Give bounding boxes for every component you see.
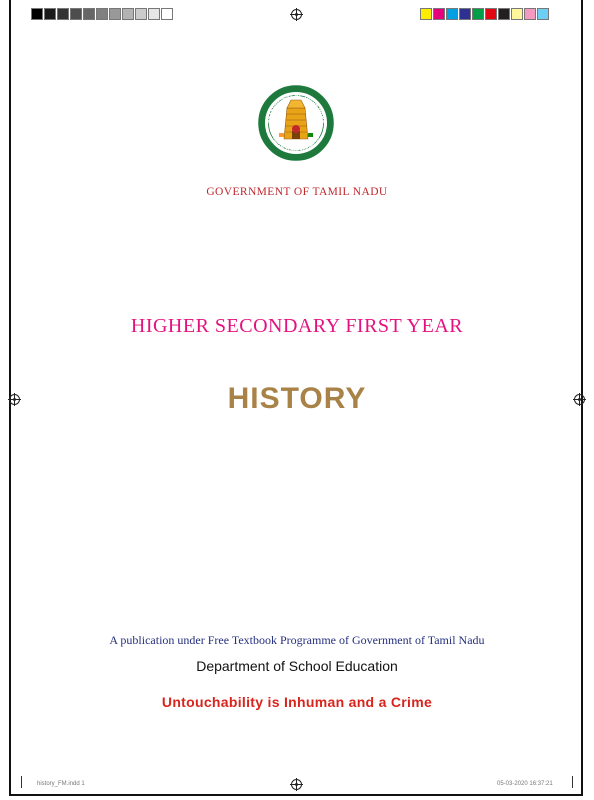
motto-text: Untouchability is Inhuman and a Crime xyxy=(161,694,433,710)
color-swatch-4 xyxy=(459,8,471,20)
crop-mark-bottom-right xyxy=(572,776,573,788)
registration-mark-top xyxy=(291,9,302,20)
gray-swatch-11 xyxy=(161,8,173,20)
color-swatch-5 xyxy=(472,8,484,20)
gray-swatch-5 xyxy=(83,8,95,20)
slug-timestamp: 05-03-2020 16:37:21 xyxy=(497,781,553,787)
color-swatch-9 xyxy=(524,8,536,20)
crop-mark-bottom-left xyxy=(21,776,22,788)
publication-note: A publication under Free Textbook Programme of Government of Tamil Nadu xyxy=(109,633,485,647)
flag-icon-left xyxy=(279,133,284,137)
slug-file-name: history_FM.indd 1 xyxy=(37,781,85,787)
color-swatch-3 xyxy=(446,8,458,20)
color-swatch-1 xyxy=(420,8,432,20)
lion-capital-icon xyxy=(292,125,300,133)
gray-swatch-10 xyxy=(148,8,160,20)
gray-swatch-1 xyxy=(31,8,43,20)
emblem-ring-text-top: GOVERNMENT OF TAMIL NADU xyxy=(264,91,328,124)
flag-icon-right xyxy=(308,133,313,137)
gray-swatch-7 xyxy=(109,8,121,20)
color-swatch-6 xyxy=(485,8,497,20)
gray-swatch-4 xyxy=(70,8,82,20)
class-level-title: HIGHER SECONDARY FIRST YEAR xyxy=(130,315,464,337)
color-swatch-10 xyxy=(537,8,549,20)
tamil-nadu-emblem xyxy=(257,84,335,162)
government-heading: GOVERNMENT OF TAMIL NADU xyxy=(206,186,388,198)
color-swatch-8 xyxy=(511,8,523,20)
color-swatch-2 xyxy=(433,8,445,20)
gray-swatch-6 xyxy=(96,8,108,20)
emblem-ring-text-bottom: TRUTH ALONE TRIUMPHS xyxy=(271,135,321,155)
subject-title: HISTORY xyxy=(227,382,367,415)
department-name: Department of School Education xyxy=(196,658,398,674)
gray-swatch-2 xyxy=(44,8,56,20)
grayscale-color-bar xyxy=(31,8,174,20)
registration-mark-bottom xyxy=(291,779,302,790)
gray-swatch-3 xyxy=(57,8,69,20)
gray-swatch-8 xyxy=(122,8,134,20)
process-color-bar xyxy=(420,8,550,20)
gray-swatch-9 xyxy=(135,8,147,20)
color-swatch-7 xyxy=(498,8,510,20)
